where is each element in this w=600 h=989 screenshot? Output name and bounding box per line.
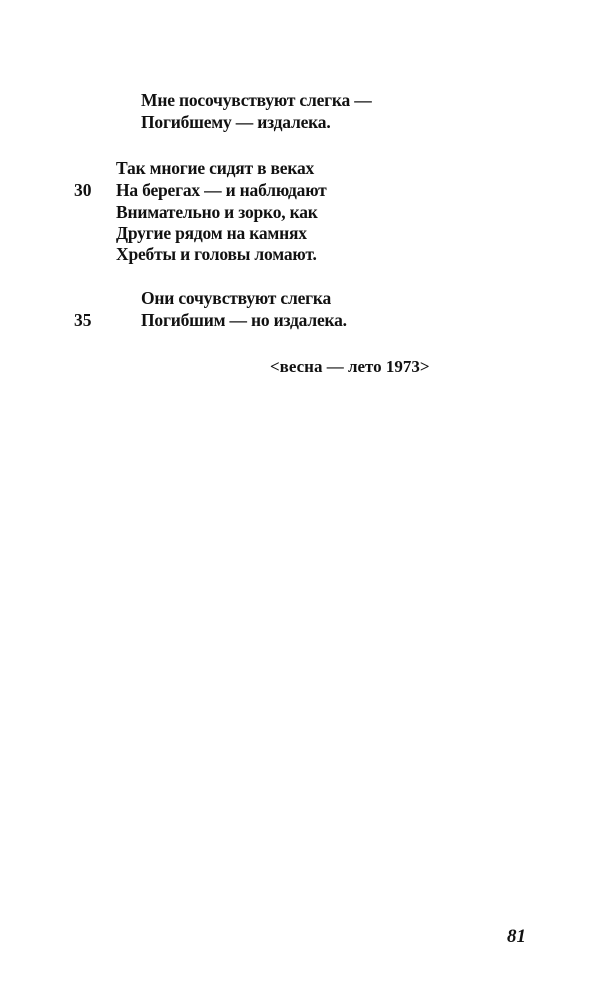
poem-line: Другие рядом на камнях: [116, 223, 307, 243]
line-number: 30: [74, 180, 92, 200]
page-number: 81: [507, 926, 526, 947]
date-note: <весна — лето 1973>: [270, 357, 430, 376]
poem-line: Хребты и головы ломают.: [116, 244, 317, 264]
poem-line: Внимательно и зорко, как: [116, 202, 318, 222]
poem-line: Погибшему — издалека.: [141, 112, 331, 132]
line-number: 35: [74, 310, 92, 330]
poem-line: Погибшим — но издалека.: [141, 310, 347, 330]
poem-line: Так многие сидят в веках: [116, 158, 315, 178]
poem-line: Они сочувствуют слегка: [141, 288, 332, 308]
poem-line: Мне посочувствуют слегка —: [141, 90, 372, 110]
poem-line: На берегах — и наблюдают: [116, 180, 327, 200]
